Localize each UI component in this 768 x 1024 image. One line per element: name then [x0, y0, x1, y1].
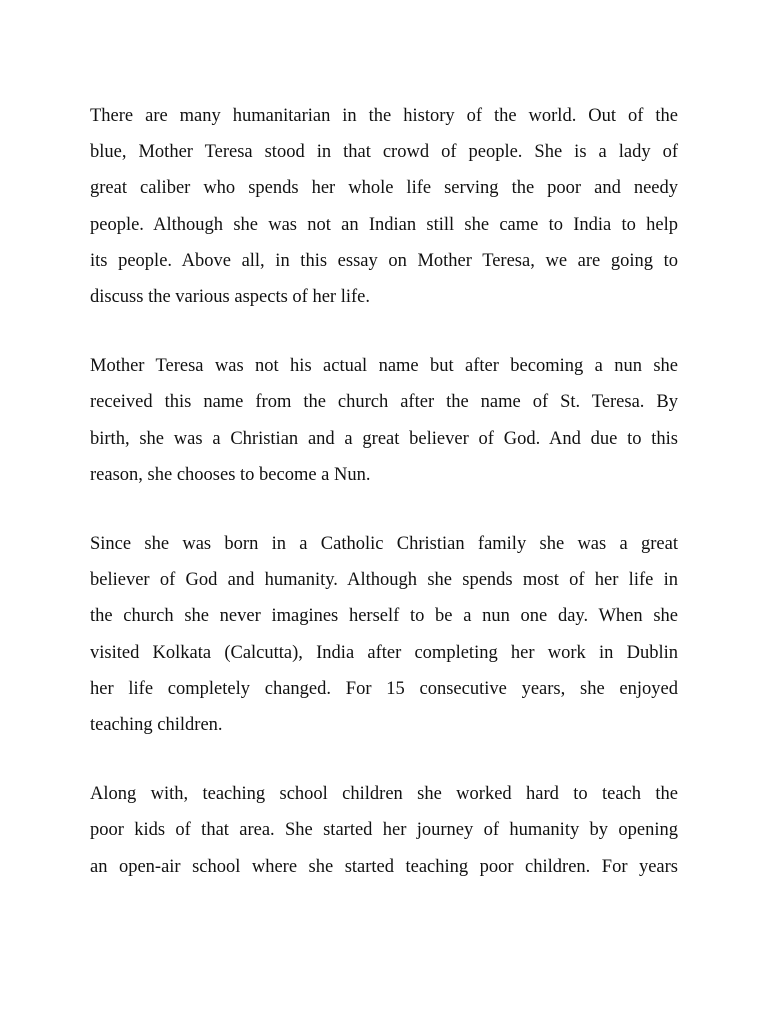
paragraph-1 [90, 98, 678, 315]
text-line: received this name from the church after the name of St. Teresa. By [90, 392, 678, 413]
text-line: the church she never imagines herself to be a nun one day. When she [90, 606, 678, 627]
essay-body [90, 98, 678, 885]
text-line: There are many humanitarian in the history of the world. Out of the [90, 106, 678, 126]
text-line: an open-air school where she started teaching poor children. For years [90, 856, 678, 877]
text-line: Mother Teresa was not his actual name but after becoming a nun she [90, 356, 678, 377]
text-line: discuss the various aspects of her life. [90, 287, 370, 308]
text-line: its people. Above all, in this essay on Mother Teresa, we are going to [90, 250, 678, 271]
text-line: reason, she chooses to become a Nun. [90, 464, 371, 485]
text-line: people. Although she was not an Indian still she came to India to help [90, 214, 678, 235]
paragraph-2 [90, 348, 678, 493]
text-line: Since she was born in a Catholic Christian family she was a great [90, 534, 678, 555]
text-line: poor kids of that area. She started her journey of humanity by opening [90, 820, 678, 841]
paragraph-3 [90, 526, 678, 743]
text-line: believer of God and humanity. Although she spends most of her life in [90, 570, 678, 591]
text-line: visited Kolkata (Calcutta), India after completing her work in Dublin [90, 642, 678, 663]
text-line: Along with, teaching school children she worked hard to teach the [90, 784, 678, 805]
text-line: blue, Mother Teresa stood in that crowd of people. She is a lady of [90, 142, 678, 163]
text-line: birth, she was a Christian and a great believer of God. And due to this [90, 428, 678, 449]
text-line: great caliber who spends her whole life serving the poor and needy [90, 178, 678, 199]
text-line: her life completely changed. For 15 consecutive years, she enjoyed [90, 678, 678, 699]
paragraph-4 [90, 776, 678, 885]
text-line: teaching children. [90, 715, 223, 736]
